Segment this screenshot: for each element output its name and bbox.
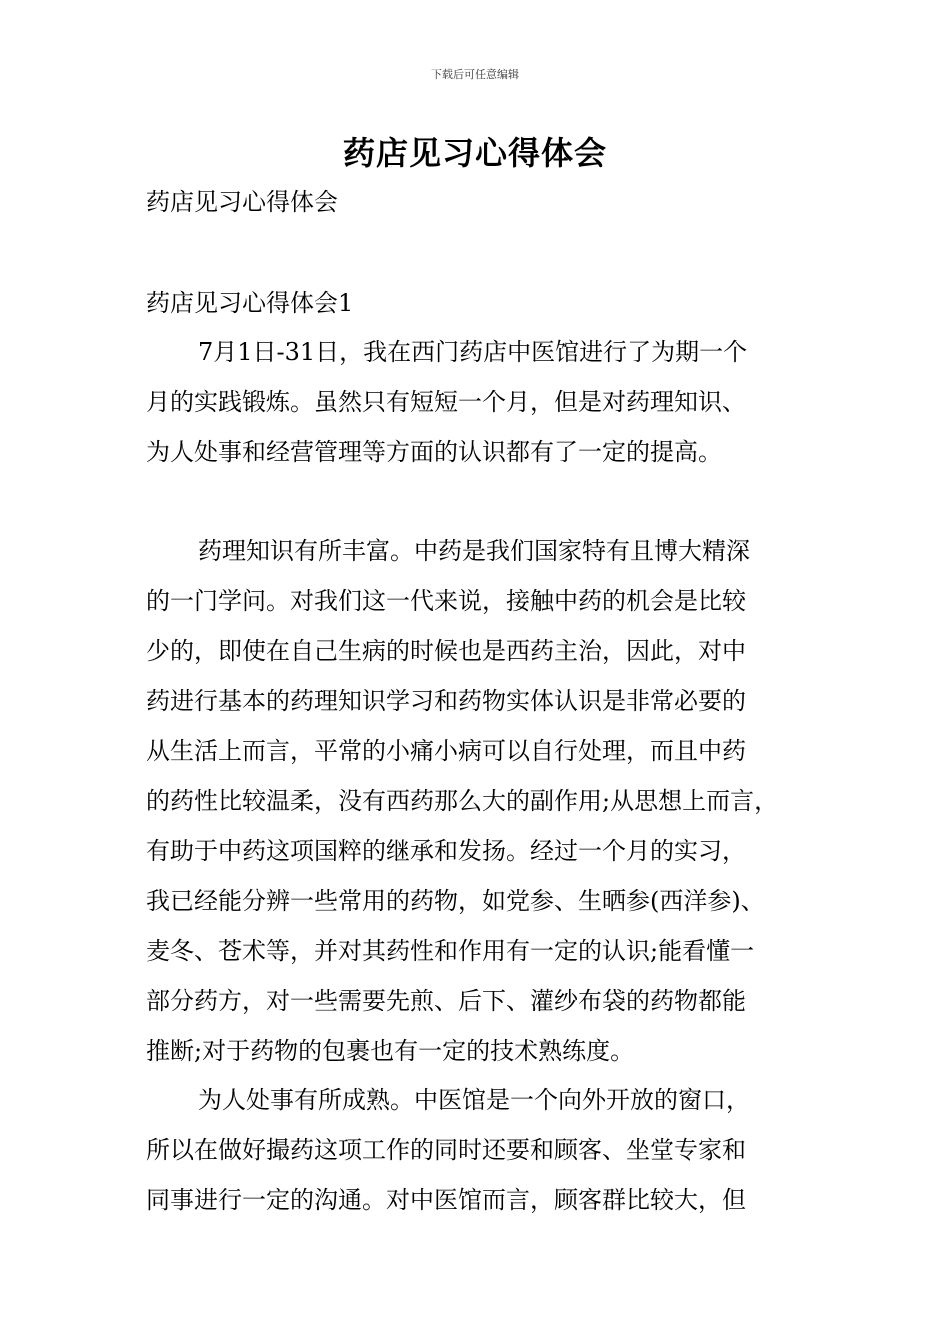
page-title: 药店见习心得体会 (342, 134, 607, 172)
document-subtitle: 药店见习心得体会 (146, 188, 338, 216)
paragraph-line: 的药性比较温柔，没有西药那么大的副作用;从思想上而言， (146, 787, 779, 815)
paragraph-line: 推断;对于药物的包裹也有一定的技术熟练度。 (146, 1037, 635, 1065)
header-note: 下载后可任意编辑 (431, 68, 519, 81)
paragraph-line: 从生活上而言，平常的小痛小病可以自行处理，而且中药 (146, 737, 746, 765)
paragraph-line: 所以在做好撮药这项工作的同时还要和顾客、坐堂专家和 (146, 1136, 746, 1164)
paragraph-interpersonal (146, 1075, 826, 1225)
paragraph-line: 药进行基本的药理知识学习和药物实体认识是非常必要的 (146, 687, 746, 715)
paragraph-intro (146, 327, 826, 477)
paragraph-line: 我已经能分辨一些常用的药物，如党参、生晒参(西洋参)、 (146, 887, 765, 915)
section-heading: 药店见习心得体会1 (146, 289, 354, 317)
paragraph-line: 麦冬、苍术等，并对其药性和作用有一定的认识;能看懂一 (146, 937, 755, 965)
paragraph-line: 的一门学问。对我们这一代来说，接触中药的机会是比较 (146, 587, 746, 615)
paragraph-line: 月的实践锻炼。虽然只有短短一个月，但是对药理知识、 (146, 388, 746, 416)
paragraph-line: 少的，即使在自己生病的时候也是西药主治，因此，对中 (146, 637, 746, 665)
paragraph-line: 7月1日-31日，我在西门药店中医馆进行了为期一个 (198, 338, 748, 366)
paragraph-line: 部分药方，对一些需要先煎、后下、灌纱布袋的药物都能 (146, 987, 746, 1015)
paragraph-line: 同事进行一定的沟通。对中医馆而言，顾客群比较大，但 (146, 1186, 746, 1214)
paragraph-line: 为人处事和经营管理等方面的认识都有了一定的提高。 (146, 438, 722, 466)
paragraph-line: 药理知识有所丰富。中药是我们国家特有且博大精深 (198, 537, 750, 565)
paragraph-line: 为人处事有所成熟。中医馆是一个向外开放的窗口， (198, 1086, 750, 1114)
paragraph-line: 有助于中药这项国粹的继承和发扬。经过一个月的实习， (146, 837, 746, 865)
paragraph-pharmacology (146, 526, 826, 1076)
